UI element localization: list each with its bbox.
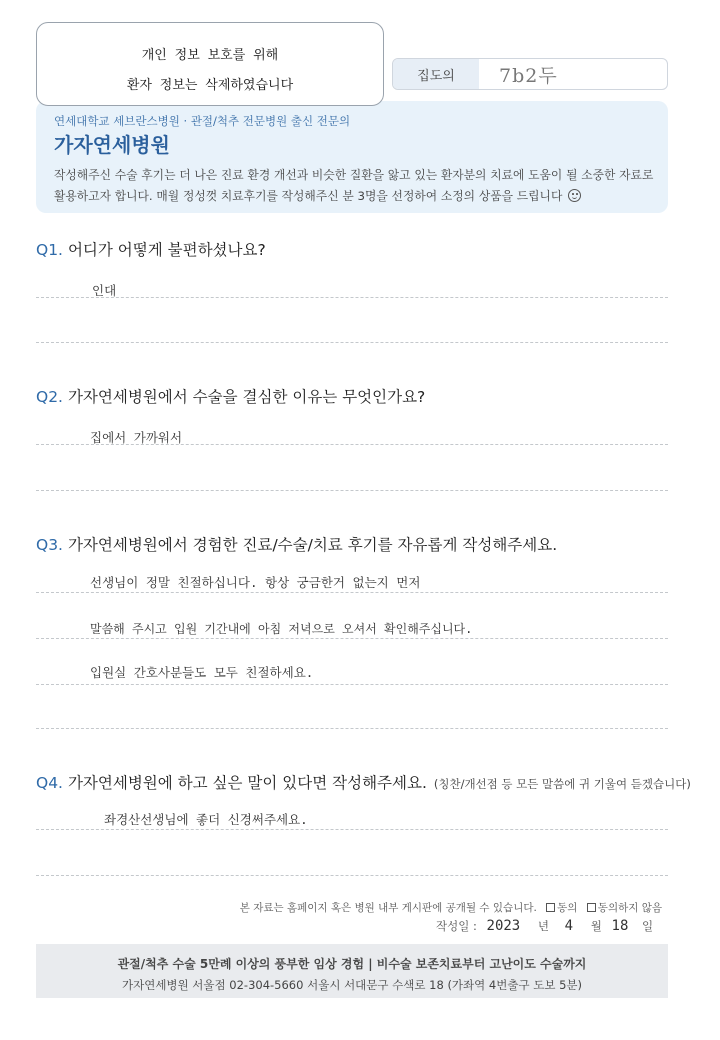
date-year-unit: 년 bbox=[537, 919, 549, 933]
privacy-note-line2: 환자 정보는 삭제하였습니다 bbox=[126, 78, 294, 93]
question-2 bbox=[36, 385, 425, 407]
question-2-number: Q2. bbox=[36, 388, 63, 406]
answer-line bbox=[36, 490, 668, 491]
question-4-note: (칭찬/개선점 등 모든 말씀에 귀 기울여 듣겠습니다) bbox=[433, 777, 691, 791]
header-desc-line1: 작성해주신 수술 후기는 더 나은 진료 환경 개선과 비슷한 질환을 앓고 있는 환자분의 치료에 도움이 될 소중한 자료로 bbox=[54, 168, 654, 182]
answer-4-line1: 좌경산선생님에 좋더 신경써주세요. bbox=[104, 812, 308, 827]
surgeon-label: 집도의 bbox=[393, 59, 479, 89]
answer-3-line3: 입원실 간호사분들도 모두 친절하세요. bbox=[90, 665, 314, 680]
question-3 bbox=[36, 533, 557, 555]
disagree-checkbox[interactable] bbox=[587, 903, 596, 912]
answer-2-line1: 집에서 가까워서 bbox=[90, 430, 183, 445]
answer-line bbox=[36, 684, 668, 685]
date-year: 2023 bbox=[486, 918, 521, 934]
answer-line bbox=[36, 875, 668, 876]
footer-contact: 가자연세병원 서울점 02-304-5660 서울시 서대문구 수색로 18 (가좌역 4번출구 도보 5분) bbox=[122, 978, 582, 992]
question-4-number: Q4. bbox=[36, 774, 63, 792]
hospital-footer bbox=[36, 944, 668, 998]
answer-3-line2: 말씀해 주시고 입원 기간내에 아침 저녁으로 오셔서 확인해주십니다. bbox=[90, 622, 473, 636]
consent-notice-text: 본 자료는 홈페이지 혹은 병원 내부 게시판에 공개될 수 있습니다. bbox=[239, 902, 537, 914]
date-label: 작성일 : bbox=[436, 919, 477, 933]
question-4 bbox=[36, 771, 691, 793]
header-description bbox=[54, 165, 664, 207]
consent-notice bbox=[240, 900, 662, 915]
header-desc-line2 bbox=[54, 186, 664, 207]
agree-label: 동의 bbox=[557, 902, 578, 914]
header-desc-line2-text: 활용하고자 합니다. 매월 정성껏 치료후기를 작성해주신 분 3명을 선정하여 소정의 상품을 드립니다 bbox=[54, 189, 563, 203]
agree-checkbox[interactable] bbox=[546, 903, 555, 912]
hospital-header bbox=[36, 101, 668, 213]
question-2-text: 가자연세병원에서 수술을 결심한 이유는 무엇인가요? bbox=[67, 388, 426, 406]
question-1 bbox=[36, 238, 266, 260]
privacy-note bbox=[36, 22, 384, 106]
answer-line bbox=[36, 829, 668, 830]
question-4-text: 가자연세병원에 하고 싶은 말이 있다면 작성해주세요. bbox=[67, 774, 427, 792]
header-subtitle: 연세대학교 세브란스병원 · 관절/척추 전문병원 출신 전문의 bbox=[54, 114, 351, 128]
question-1-text: 어디가 어떻게 불편하셨나요? bbox=[67, 241, 266, 259]
privacy-note-line1: 개인 정보 보호를 위해 bbox=[141, 48, 279, 63]
surgeon-value: 7b2두 bbox=[499, 64, 558, 87]
date-month: 4 bbox=[564, 918, 574, 934]
answer-1-line1: 인대 bbox=[92, 283, 117, 298]
answer-line bbox=[36, 728, 668, 729]
answer-3-line1: 선생님이 정말 친절하십니다. 항상 궁금한거 없는지 먼저 bbox=[90, 575, 421, 590]
date-day-unit: 일 bbox=[642, 919, 654, 933]
question-3-number: Q3. bbox=[36, 536, 63, 554]
answer-line bbox=[36, 592, 668, 593]
date-day: 18 bbox=[611, 918, 629, 934]
answer-line bbox=[36, 342, 668, 343]
answer-line bbox=[36, 297, 668, 298]
question-1-number: Q1. bbox=[36, 241, 63, 259]
answer-line bbox=[36, 638, 668, 639]
written-date bbox=[436, 918, 653, 934]
hospital-name: 가자연세병원 bbox=[54, 133, 170, 157]
question-3-text: 가자연세병원에서 경험한 진료/수술/치료 후기를 자유롭게 작성해주세요. bbox=[67, 536, 558, 554]
surgeon-field[interactable] bbox=[392, 58, 668, 90]
smile-icon bbox=[568, 189, 581, 202]
footer-tagline: 관절/척추 수술 5만례 이상의 풍부한 임상 경험 | 비수술 보존치료부터 고난이도 수술까지 bbox=[117, 957, 587, 971]
disagree-label: 동의하지 않음 bbox=[597, 902, 662, 914]
date-month-unit: 월 bbox=[590, 919, 602, 933]
answer-line bbox=[36, 444, 668, 445]
